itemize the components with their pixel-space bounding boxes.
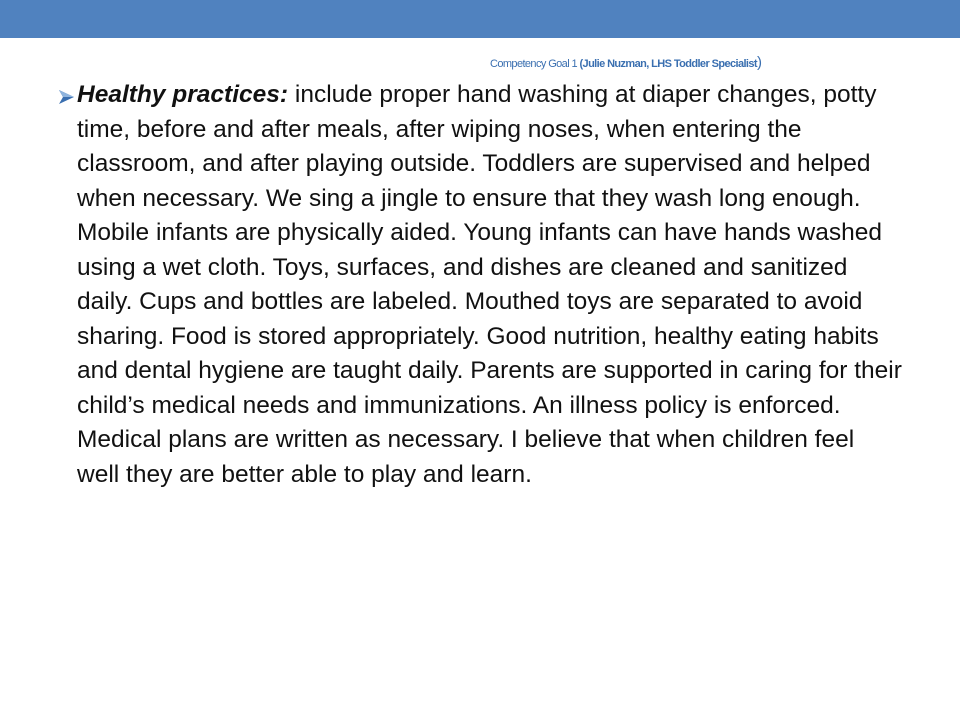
- bullet-body-text: include proper hand washing at diaper changes, potty time, before and after meals, after wiping noses, when entering the classroom, and after playing outside. Toddlers are supervised and helped when necessary. We sing a jingle to ensure that they wash long enough. Mobile infants are physically aided. Young infants can have hands washed using a wet cloth. Toys, surfaces, and dishes are cleaned and sanitized daily. Cups and bottles are labeled. Mouthed toys are separated to avoid sharing. Food is stored appropriately. Good nutrition, healthy eating habits and dental hygiene are taught daily. Parents are supported in caring for their child’s medical needs and immunizations. An illness policy is enforced. Medical plans are written as necessary. I believe that when children feel well they are better able to play and learn.: [77, 81, 902, 488]
- bullet-heading: Healthy practices:: [77, 81, 289, 108]
- title-competency-goal: Competency Goal 1: [490, 58, 580, 70]
- title-closing-paren: ): [756, 54, 762, 71]
- title-author: (Julie Nuzman, LHS Toddler Specialist: [579, 58, 757, 70]
- slide-title: [490, 56, 761, 71]
- header-bar: [0, 0, 960, 38]
- bullet-item: [58, 78, 903, 492]
- arrow-bullet-icon: [58, 88, 76, 106]
- bullet-paragraph: [77, 78, 903, 492]
